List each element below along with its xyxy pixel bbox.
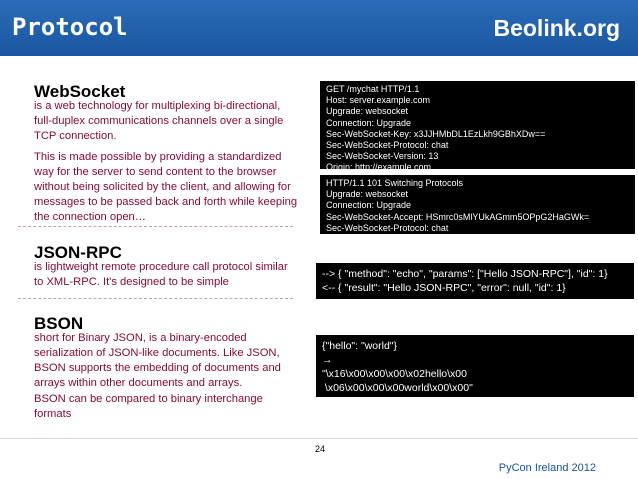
section-divider [18,298,293,300]
jsonrpc-description: is lightweight remote procedure call protocol similar to XML-RPC. It's designed to be simple [34,261,288,288]
slide-title: Protocol [12,13,128,41]
code-line: Host: server.example.com [326,95,431,106]
jsonrpc-code [316,263,634,299]
code-line: → [322,354,333,366]
code-line: GET /mychat HTTP/1.1 [326,84,420,94]
websocket-response-code [320,175,635,234]
code-line: Connection: Upgrade [326,200,412,211]
code-line: Sec-WebSocket-Version: 13 [326,151,439,162]
section-divider [18,226,293,228]
jsonrpc-title: JSON-RPC [34,243,122,262]
slide-header [0,0,638,56]
websocket-title: WebSocket [34,82,126,101]
bson-comparison: BSON can be compared to binary interchange formats [34,393,263,420]
code-line: <-- { "result": "Hello JSON-RPC", "error": null, "id": 1} [322,282,566,294]
bson-description: short for Binary JSON, is a binary-encoded serialization of JSON-like documents. Like JSON, BSON supports the embedding of documents and arrays within other documents and arrays. [34,332,281,389]
code-line: HTTP/1.1 101 Switching Protocols [326,178,464,188]
code-line: Connection: Upgrade [326,117,412,128]
bson-code [316,335,634,397]
code-line: {"hello": "world"} [322,340,398,352]
websocket-details: This is made possible by providing a standardized way for the server to send content to the browser without being solicited by the client, and allowing for messages to be passed back and forth while keeping the connection open… [34,151,298,223]
bson-title: BSON [34,314,84,333]
page-number: 24 [314,444,325,454]
footer-rule [0,438,638,439]
code-line: Sec-WebSocket-Key: x3JJHMbDL1EzLkh9GBhXDw== [326,128,546,139]
code-line: Upgrade: websocket [326,189,409,200]
websocket-request-code [320,81,635,173]
event-name: PyCon Ireland 2012 [498,462,596,474]
brand-name: Beolink.org [493,15,620,41]
websocket-description: is a web technology for multiplexing bi-directional, full-duplex communications channels over a single TCP connection. [34,100,284,142]
code-line: Sec-WebSocket-Protocol: chat [326,140,449,151]
code-line: Upgrade: websocket [326,106,409,117]
code-line: Sec-WebSocket-Protocol: chat [326,222,449,233]
code-line: --> { "method": "echo", "params": ["Hello JSON-RPC"], "id": 1} [322,268,608,280]
code-line: \x06\x00\x00\x00world\x00\x00" [322,382,473,394]
code-line: Sec-WebSocket-Accept: HSmrc0sMlYUkAGmm5OPpG2HaGWk= [326,211,590,222]
code-line: "\x16\x00\x00\x00\x02hello\x00 [322,368,467,380]
code-line: Origin: http://example.com [326,162,432,173]
